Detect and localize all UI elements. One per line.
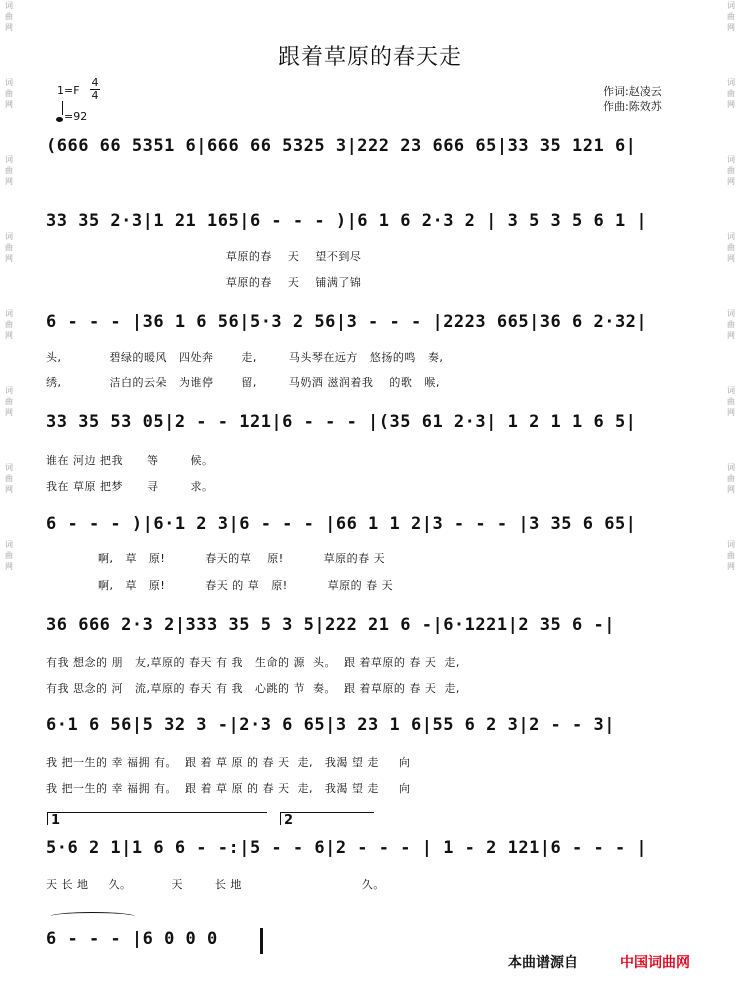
site-link[interactable]: 中国词曲网 [620, 955, 690, 971]
lyric-line-5a: 啊, 草 原! 春天的草 原! 草原的春 天 [46, 552, 386, 565]
lyric-line-2b: 草原的春 天 铺满了锦 [46, 276, 362, 289]
notation-line-1: (666 66 5351 6|666 66 5325 3|222 23 666 65|33 35 121 6| [46, 136, 637, 156]
lyric-line-3b: 绣, 洁白的云朵 为谁停 留, 马奶酒 滋润着我 的歌 喉, [46, 376, 440, 389]
score-title: 跟着草原的春天走 [277, 45, 462, 70]
lyric-line-3a: 头, 碧绿的暖风 四处奔 走, 马头琴在远方 悠扬的鸣 奏, [46, 351, 444, 364]
lyric-line-6a: 有我 想念的 朋 友,草原的 春天 有 我 生命的 源 头。 跟 着草原的 春 天 走, [46, 656, 460, 669]
notation-line-2: 33 35 2·3|1 21 165|6 - - - )|6 1 6 2·3 2 | 3 5 3 5 6 1 | [46, 211, 648, 231]
notation-line-5: 6 - - - )|6·1 2 3|6 - - - |66 1 1 2|3 - - - |3 35 6 65| [46, 514, 637, 534]
tie-arc [50, 912, 135, 921]
source-label: 本曲谱源自 [508, 955, 578, 971]
lyric-line-7a: 我 把一生的 幸 福拥 有。 跟 着 草 原 的 春 天 走, 我渴 望 走 向 [46, 756, 411, 769]
notation-line-7: 6·1 6 56|5 32 3 -|2·3 6 65|3 23 1 6|55 6 2 3|2 - - 3| [46, 715, 615, 735]
key-signature: 1=F [57, 84, 80, 97]
lyric-line-4a: 谁在 河边 把我 等 候。 [46, 454, 214, 467]
credits [603, 84, 662, 114]
notation-line-8: 5·6 2 1|1 6 6 - -:|5 - - 6|2 - - - | 1 - 2 121|6 - - - | [46, 838, 648, 858]
lyric-line-4b: 我在 草原 把梦 寻 求。 [46, 480, 214, 493]
notation-line-4: 33 35 53 05|2 - - 121|6 - - - |(35 61 2·3| 1 2 1 1 6 5| [46, 412, 637, 432]
volta-1: 1 [47, 812, 267, 825]
volta-2: 2 [280, 812, 374, 825]
lyric-line-2a: 草原的春 天 望不到尽 [46, 250, 362, 263]
notation-line-9: 6 - - - |6 0 0 0 [46, 929, 229, 949]
watermark-right: 词曲网 词曲网 词曲网 词曲网 词曲网 词曲网 词曲网 词曲网 [727, 1, 735, 571]
lyric-line-8a: 天 长 地 久。 天 长 地 久。 [46, 878, 385, 891]
lyric-line-6b: 有我 思念的 河 流,草原的 春天 有 我 心跳的 节 奏。 跟 着草原的 春 天 走, [46, 682, 460, 695]
watermark-left: 词曲网 词曲网 词曲网 词曲网 词曲网 词曲网 词曲网 词曲网 [5, 1, 13, 571]
time-sig-bottom: 4 [91, 89, 99, 102]
notation-line-3: 6 - - - |36 1 6 56|5·3 2 56|3 - - - |2223 665|36 6 2·32| [46, 312, 648, 332]
lyric-line-5b: 啊, 草 原! 春天 的 草 原! 草原的 春 天 [46, 579, 394, 592]
time-signature [90, 77, 100, 102]
time-sig-top: 4 [91, 76, 99, 89]
lyric-line-7b: 我 把一生的 幸 福拥 有。 跟 着 草 原 的 春 天 走, 我渴 望 走 向 [46, 782, 411, 795]
final-barline [260, 928, 263, 954]
notation-line-6: 36 666 2·3 2|333 35 5 3 5|222 21 6 -|6·1221|2 35 6 -| [46, 615, 615, 635]
tempo-marking [56, 106, 87, 123]
lyricist: 作词:赵凌云 [603, 85, 662, 98]
tempo-value: =92 [64, 110, 88, 123]
composer: 作曲:陈效苏 [603, 100, 662, 113]
quarter-note-icon [56, 117, 63, 122]
